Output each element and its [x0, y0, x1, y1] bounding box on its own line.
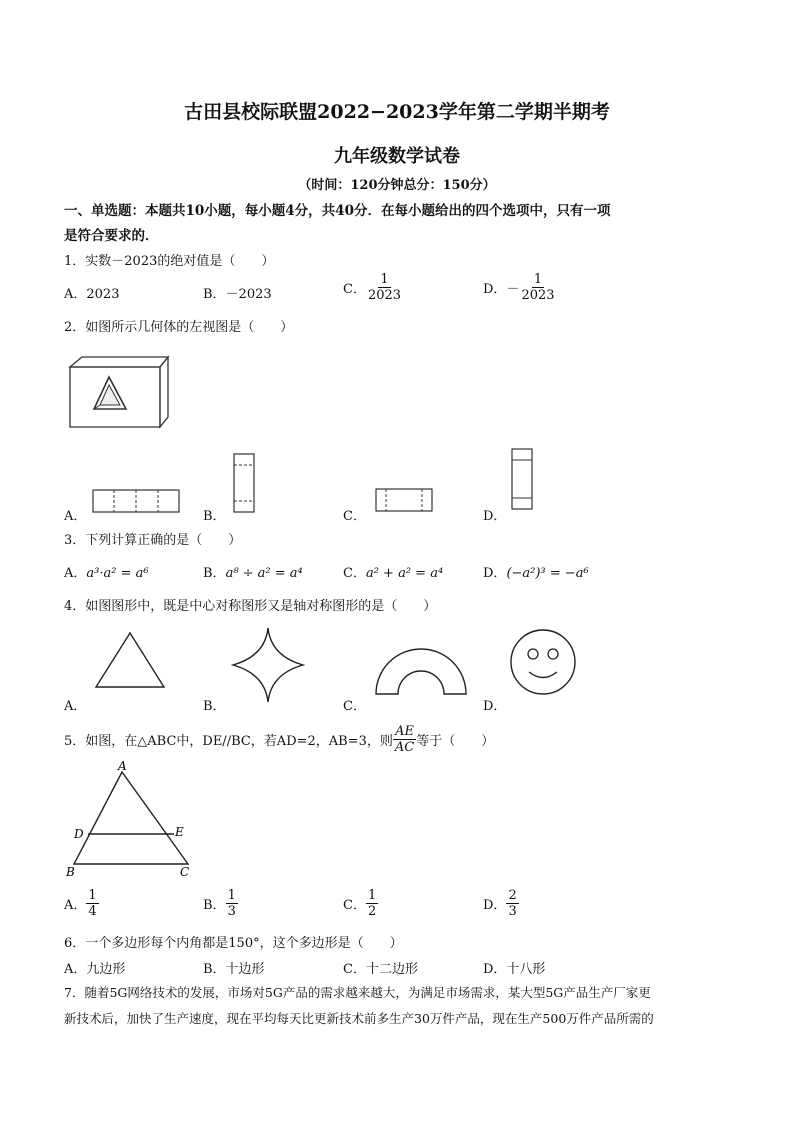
q3-option-a-label: A．	[64, 566, 87, 581]
q2-option-c-view	[375, 488, 433, 512]
q2-option-a: A．	[64, 509, 87, 524]
q2-option-a-view	[92, 489, 180, 513]
q5-label-e: E	[175, 825, 184, 839]
q5-triangle-figure	[66, 759, 196, 880]
q1-d-denominator: 2023	[521, 288, 555, 303]
q3-option-d-expr: (−a²)³ = −a⁶	[506, 566, 589, 581]
q2-option-c: C．	[343, 509, 366, 524]
q1-option-c-label: C．	[343, 282, 366, 297]
q3-option-c-label: C．	[343, 566, 366, 581]
q4-option-a-triangle	[94, 631, 166, 689]
q6-option-b: B．十边形	[203, 962, 265, 977]
q3-option-c-expr: a² + a² = a⁴	[365, 566, 444, 581]
exam-title: 古田县校际联盟2022−2023学年第二学期半期考	[184, 101, 610, 123]
question-5-stem	[64, 724, 494, 755]
q1-option-b: B．－2023	[203, 287, 272, 302]
q5-label-b: B	[66, 865, 75, 879]
question-6-stem: 6．一个多边形每个内角都是150°，这个多边形是（ ）	[64, 936, 403, 951]
q4-option-c-arch	[374, 646, 468, 696]
q3-option-b	[203, 562, 303, 581]
q4-option-d-smiley	[509, 627, 577, 697]
q5-option-d-label: D．	[483, 898, 507, 913]
q5-option-c-label: C．	[343, 898, 366, 913]
q4-option-b-star	[231, 626, 305, 704]
q1-c-denominator: 2023	[367, 288, 402, 303]
section-heading-line2: 是符合要求的．	[64, 228, 159, 244]
q3-option-a-expr: a³·a² = a⁶	[86, 566, 149, 581]
q5-option-d	[483, 888, 519, 919]
q3-option-b-label: B．	[203, 566, 226, 581]
q1-c-numerator: 1	[380, 272, 389, 287]
q3-option-d	[483, 562, 589, 581]
section-heading-line1: 一、单选题：本题共10小题，每小题4分，共40分．在每小题给出的四个选项中，只有一项	[64, 203, 611, 219]
q6-option-d: D．十八形	[483, 962, 546, 977]
q3-option-b-expr: a⁸ ÷ a² = a⁴	[225, 566, 303, 581]
q5-option-d-fraction	[506, 888, 518, 919]
q4-option-c: C．	[343, 699, 366, 714]
q6-option-a: A．九边形	[64, 962, 126, 977]
question-4-stem: 4．如图图形中，既是中心对称图形又是轴对称图形的是（ ）	[64, 599, 437, 614]
q4-option-a: A．	[64, 699, 87, 714]
q5-a-numerator: 1	[88, 888, 97, 903]
q5-option-b-label: B．	[203, 898, 226, 913]
q1-option-c	[343, 272, 403, 303]
q3-option-a	[64, 562, 149, 581]
q5-a-denominator: 4	[88, 904, 97, 919]
q2-option-d: D．	[483, 509, 507, 524]
q4-option-b: B．	[203, 699, 226, 714]
q2-option-b-view	[233, 453, 255, 513]
q5-b-denominator: 3	[227, 904, 236, 919]
question-3-stem: 3．下列计算正确的是（ ）	[64, 533, 242, 548]
q5-stem-numerator: AE	[395, 724, 415, 739]
q5-option-a	[64, 888, 99, 919]
q1-option-d	[483, 272, 557, 303]
q1-option-c-fraction	[366, 272, 403, 303]
q5-stem-post: 等于（ ）	[416, 734, 495, 749]
q5-option-a-fraction	[86, 888, 98, 919]
question-7-line2: 新技术后，加快了生产速度，现在平均每天比更新技术前多生产30万件产品，现在生产500万件产品所需的	[64, 1011, 654, 1026]
q5-option-a-label: A．	[64, 898, 87, 913]
q1-option-a: A．2023	[64, 287, 120, 302]
q3-option-d-label: D．	[483, 566, 507, 581]
q5-stem-denominator: AC	[394, 740, 415, 755]
q5-stem-pre: 5．如图，在△ABC中，DE//BC，若AD=2，AB=3，则	[64, 734, 393, 749]
q5-option-b-fraction	[226, 888, 238, 919]
question-1-stem: 1．实数－2023的绝对值是（ ）	[64, 254, 275, 269]
q3-option-c	[343, 562, 443, 581]
q5-option-c	[343, 888, 378, 919]
q6-option-c: C．十二边形	[343, 962, 418, 977]
q5-c-numerator: 1	[367, 888, 377, 903]
q5-label-a: A	[118, 759, 127, 773]
q5-stem-fraction	[393, 724, 416, 755]
exam-meta: （时间：120分钟总分：150分）	[298, 178, 496, 193]
q5-option-b	[203, 888, 238, 919]
q5-option-c-fraction	[366, 888, 378, 919]
q5-d-denominator: 3	[508, 904, 517, 919]
q5-d-numerator: 2	[508, 888, 517, 903]
q2-solid-figure	[68, 355, 168, 430]
question-2-stem: 2．如图所示几何体的左视图是（ ）	[64, 320, 294, 335]
q5-label-c: C	[180, 865, 190, 879]
exam-subtitle: 九年级数学试卷	[334, 146, 460, 167]
q1-option-d-fraction	[519, 272, 556, 303]
q2-option-b: B．	[203, 509, 226, 524]
q1-option-d-label: D．－	[483, 282, 520, 297]
q5-label-d: D	[74, 827, 84, 841]
q1-d-numerator: 1	[533, 272, 543, 287]
q5-b-numerator: 1	[227, 888, 236, 903]
q5-c-denominator: 2	[367, 904, 377, 919]
q4-option-d: D．	[483, 699, 507, 714]
question-7-line1: 7．随着5G网络技术的发展，市场对5G产品的需求越来越大，为满足市场需求，某大型5G产品生产厂家更	[64, 985, 651, 1000]
q2-option-d-view	[511, 448, 533, 510]
